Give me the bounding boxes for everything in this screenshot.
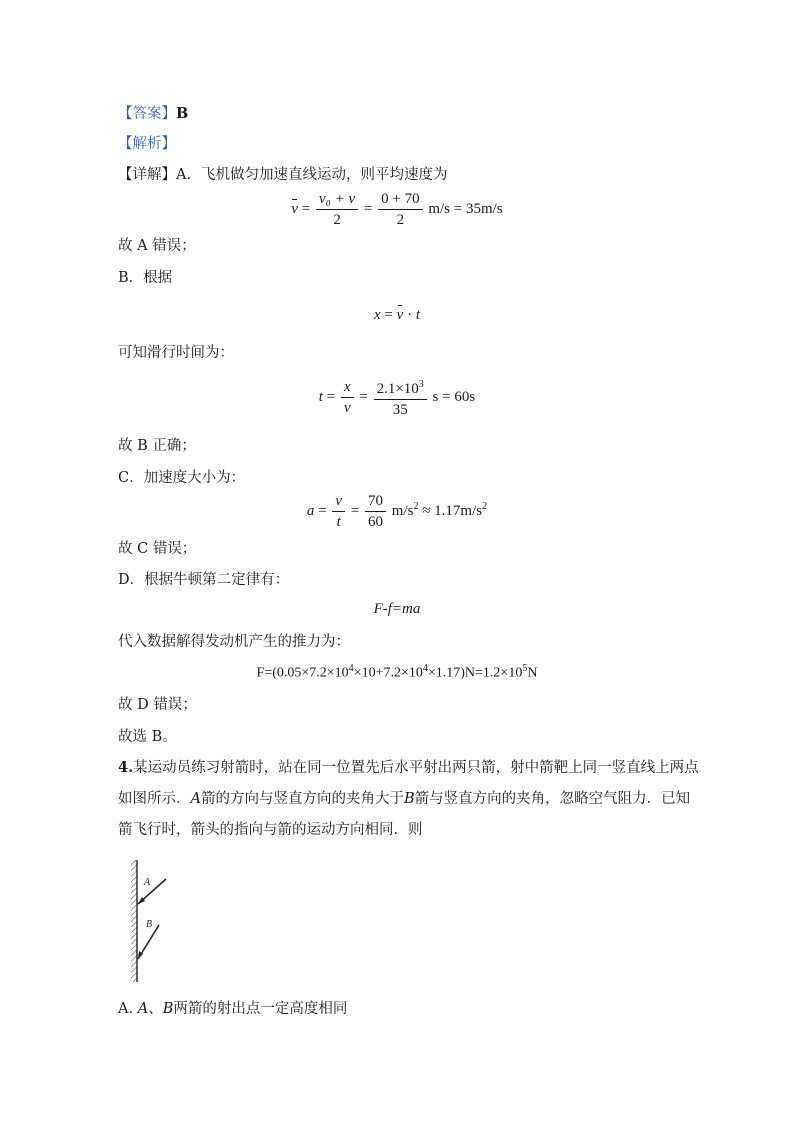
q4-line2c: 箭的方向与竖直方向的夹角大于 <box>200 791 404 807</box>
option-a-text: 两箭的射出点一定高度相同 <box>173 1001 348 1017</box>
equation-displacement: x = v · t <box>374 307 420 323</box>
eq6-part4: N <box>527 665 538 681</box>
eq1-frac2 <box>378 190 422 229</box>
eq2-x: x <box>374 307 381 323</box>
eq4-frac1 <box>332 492 345 531</box>
eq3-num2-exp: 3 <box>418 379 424 390</box>
eq1-lhs: v <box>291 200 299 217</box>
q4-line2d: B <box>403 791 415 807</box>
figure-label-b: B <box>146 919 153 930</box>
detail-text: A．飞机做匀加速直线运动，则平均速度为 <box>176 167 448 183</box>
line-b-intro: B．根据 <box>118 270 173 286</box>
eq4-frac2 <box>365 492 386 531</box>
eq4-a: a <box>306 502 315 519</box>
eq6-part2: ×10+7.2×10 <box>353 665 423 681</box>
eq3-t: t <box>318 388 323 405</box>
question-number: 4. <box>118 759 134 776</box>
line-b-time: 可知滑行时间为： <box>118 345 234 361</box>
eq1-num2: 0 + 70 <box>378 190 422 210</box>
q4-line2b: A <box>190 791 201 807</box>
eq2-t: t <box>415 307 420 323</box>
answer-value: B <box>176 105 189 122</box>
eq3-tail: s = 60s <box>432 388 476 405</box>
line-b-right: 故 B 正确； <box>118 438 196 454</box>
line-choose: 故选 B。 <box>118 729 177 745</box>
target-hatch <box>131 860 137 982</box>
line-d-intro: D．根据牛顿第二定律有： <box>118 572 290 588</box>
eq6-exp3: 5 <box>522 663 528 674</box>
line-c-intro: C．加速度大小为： <box>118 470 246 486</box>
eq6-exp1: 4 <box>348 663 354 674</box>
eq6-part3: ×1.17)N=1.2×10 <box>427 665 523 681</box>
eq4-num1: v <box>332 492 345 512</box>
eq1-tail: m/s = 35m/s <box>428 200 503 217</box>
equation-average-velocity: v = $\frac{\text{v₀ + v}}{2}$ = $\frac{0 + 70}{2}$ m/s = 35m/s <box>291 191 503 228</box>
eq4-den1: t <box>336 514 341 530</box>
eq3-den2: 35 <box>392 402 408 418</box>
answer-line <box>118 104 188 124</box>
analysis-label: 【解析】 <box>118 136 176 152</box>
detail-label: 【详解】 <box>118 167 176 183</box>
arrow-target-figure <box>118 855 188 985</box>
equation-acceleration: a = $\frac{v}{t}$ = $\frac{70}{60}$ $m/s^2 \approx 1.17m/s^2$ <box>306 493 488 530</box>
equation-newton: F-f=ma <box>373 601 421 617</box>
question-4-line2 <box>118 789 690 809</box>
detail-line <box>118 165 447 185</box>
option-a-letter: A. <box>118 1001 134 1017</box>
eq3-den1: v <box>343 400 351 416</box>
question-4-line1 <box>118 758 699 778</box>
eq4-exp1: 2 <box>413 500 419 512</box>
answer-label: 【答案】 <box>118 106 176 122</box>
eq4-num2: 70 <box>365 492 386 512</box>
eq1-num1: v₀ + v <box>316 190 358 210</box>
eq4-unit1: m/s <box>391 502 414 519</box>
eq3-num1: x <box>341 378 354 398</box>
equation-time: t = $\frac{x}{v}$ = $\frac{2.1\times 10^3}{35}$ s = 60s <box>0 376 794 419</box>
equation-thrust <box>0 663 794 682</box>
eq1-frac1 <box>316 190 358 229</box>
line-c-wrong: 故 C 错误； <box>118 541 197 557</box>
option-a-a: A <box>137 1001 149 1017</box>
eq3-frac2 <box>374 376 427 419</box>
option-a-b: B <box>162 1001 174 1017</box>
line-a-wrong: 故 A 错误； <box>118 238 196 254</box>
q4-line2e: 箭与竖直方向的夹角，忽略空气阻力．已知 <box>414 791 691 807</box>
eq1-den1: 2 <box>333 212 341 228</box>
line-d-wrong: 故 D 错误； <box>118 697 197 713</box>
eq1-den2: 2 <box>396 212 405 228</box>
option-a-sep: 、 <box>148 1001 163 1017</box>
eq3-num2-base: 2.1×10 <box>376 381 419 397</box>
eq2-v: v <box>396 307 404 323</box>
eq4-den2: 60 <box>368 514 383 530</box>
line-d-sub: 代入数据解得发动机产生的推力为： <box>118 634 350 650</box>
option-a <box>118 999 347 1019</box>
eq4-exp2: 2 <box>482 500 488 512</box>
figure-label-a: A <box>144 877 151 888</box>
question-4-text1: 某运动员练习射箭时，站在同一位置先后水平射出两只箭，射中箭靶上同一竖直线上两点 <box>133 760 699 776</box>
eq3-frac1 <box>341 378 354 417</box>
eq6-part1: F=(0.05×7.2×10 <box>256 665 349 681</box>
eq6-exp2: 4 <box>422 663 428 674</box>
question-4-line3: 箭飞行时，箭头的指向与箭的运动方向相同．则 <box>118 822 423 838</box>
q4-line2a: 如图所示． <box>118 791 191 807</box>
eq3-num2 <box>374 376 427 400</box>
analysis-line <box>118 134 176 154</box>
eq4-approx: ≈ 1.17m/s <box>422 502 483 519</box>
